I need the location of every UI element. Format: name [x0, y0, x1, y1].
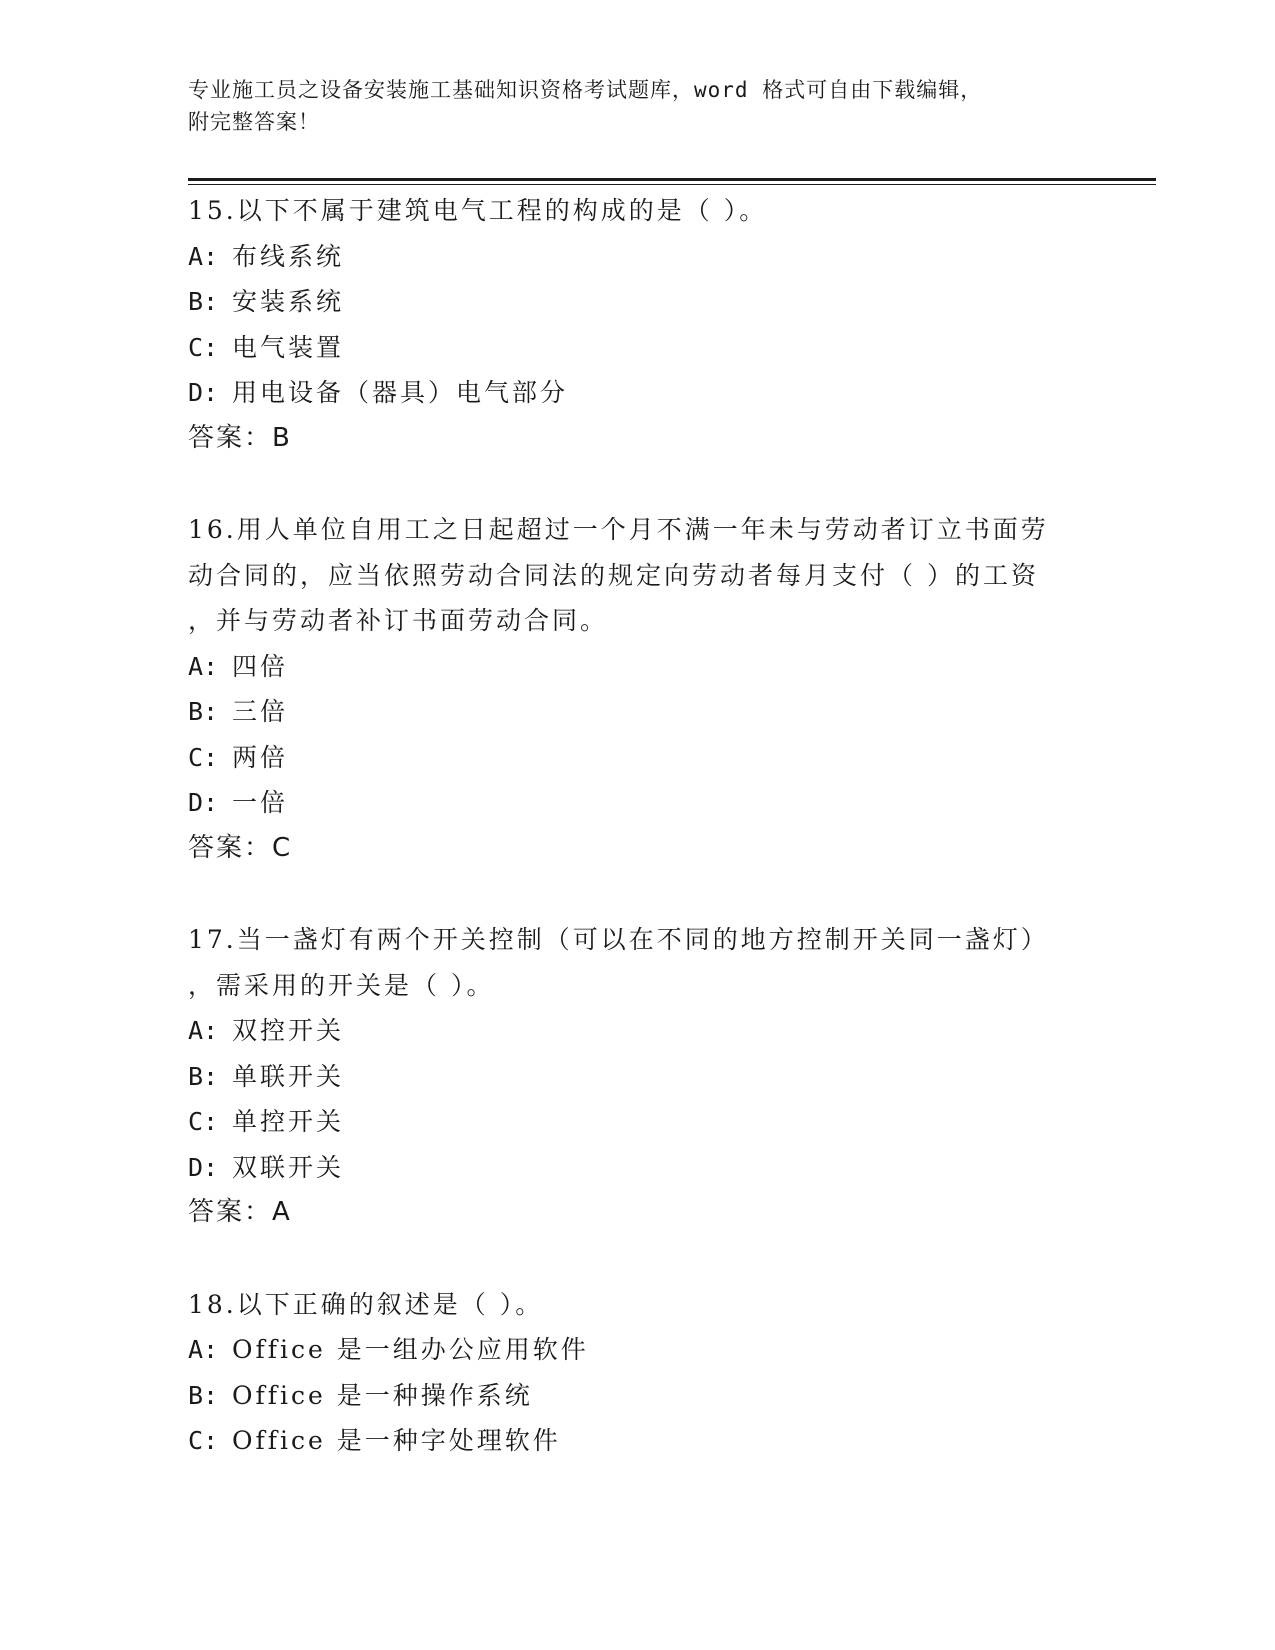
option-letter: A: — [188, 1016, 219, 1045]
question-stem-line: 动合同的，应当依照劳动合同法的规定向劳动者每月支付（ ）的工资 — [188, 560, 1039, 590]
header-line-1: 专业施工员之设备安装施工基础知识资格考试题库，word 格式可自由下载编辑， — [188, 78, 983, 102]
question-16 — [188, 507, 1088, 871]
question-stem-line: 17.当一盏灯有两个开关控制（可以在不同的地方控制开关同一盏灯） — [188, 925, 1049, 954]
option-a — [188, 644, 1088, 690]
option-text: 电气装置 — [232, 332, 345, 362]
option-letter: C: — [188, 742, 219, 772]
question-stem — [188, 507, 1088, 644]
question-15 — [188, 188, 1088, 461]
option-letter: B: — [188, 1061, 219, 1091]
option-letter: D: — [188, 378, 219, 407]
question-17 — [188, 917, 1088, 1236]
option-a — [188, 234, 1088, 280]
option-text: 两倍 — [232, 742, 289, 772]
option-c — [188, 1099, 1088, 1145]
option-letter: D: — [188, 1152, 219, 1182]
option-text: Office 是一种操作系统 — [232, 1380, 533, 1410]
option-letter: A: — [188, 241, 219, 271]
answer-label: 答案：A — [188, 1197, 292, 1227]
option-text: 三倍 — [232, 697, 289, 726]
option-text: Office 是一种字处理软件 — [232, 1426, 561, 1455]
option-text: Office 是一组办公应用软件 — [232, 1335, 589, 1364]
question-stem-line: 18.以下正确的叙述是（ ）。 — [188, 1289, 544, 1319]
answer-label: 答案：C — [188, 832, 293, 863]
option-d — [188, 1145, 1088, 1191]
question-18 — [188, 1282, 1088, 1464]
option-text: 单控开关 — [232, 1107, 345, 1136]
option-text: 双联开关 — [232, 1152, 345, 1182]
header-divider-thin — [188, 184, 1156, 185]
option-text: 安装系统 — [232, 287, 345, 316]
question-stem — [188, 917, 1088, 1008]
option-b — [188, 1054, 1088, 1100]
option-b — [188, 689, 1088, 735]
question-stem-line: 16.用人单位自用工之日起超过一个月不满一年未与劳动者订立书面劳 — [188, 515, 1049, 544]
option-text: 单联开关 — [232, 1061, 345, 1091]
option-b — [188, 1373, 1088, 1419]
document-header — [188, 74, 1088, 138]
question-stem — [188, 188, 1088, 234]
option-c — [188, 325, 1088, 371]
header-line-2: 附完整答案！ — [188, 110, 320, 134]
option-d — [188, 780, 1088, 826]
option-letter: B: — [188, 697, 219, 726]
option-text: 四倍 — [232, 651, 289, 681]
option-letter: D: — [188, 788, 219, 817]
option-c — [188, 1418, 1088, 1464]
option-b — [188, 279, 1088, 325]
option-letter: C: — [188, 332, 219, 362]
question-stem-line: 15.以下不属于建筑电气工程的构成的是（ ）。 — [188, 196, 768, 225]
question-list — [188, 188, 1088, 1510]
option-letter: B: — [188, 287, 219, 316]
option-text: 双控开关 — [232, 1016, 345, 1045]
option-letter: B: — [188, 1380, 219, 1410]
question-stem-line: ，需采用的开关是（ ）。 — [188, 970, 495, 1000]
option-text: 一倍 — [232, 788, 289, 817]
option-letter: C: — [188, 1426, 219, 1455]
question-stem — [188, 1282, 1088, 1328]
answer-label: 答案：B — [188, 422, 292, 453]
option-c — [188, 735, 1088, 781]
header-divider-thick — [188, 178, 1156, 181]
option-a — [188, 1327, 1088, 1373]
option-text: 布线系统 — [232, 241, 345, 271]
option-text: 用电设备（器具）电气部分 — [232, 378, 569, 407]
option-a — [188, 1008, 1088, 1054]
option-letter: A: — [188, 1335, 219, 1364]
option-d — [188, 370, 1088, 416]
option-letter: A: — [188, 651, 219, 681]
option-letter: C: — [188, 1107, 219, 1136]
question-stem-line: ，并与劳动者补订书面劳动合同。 — [188, 606, 609, 635]
